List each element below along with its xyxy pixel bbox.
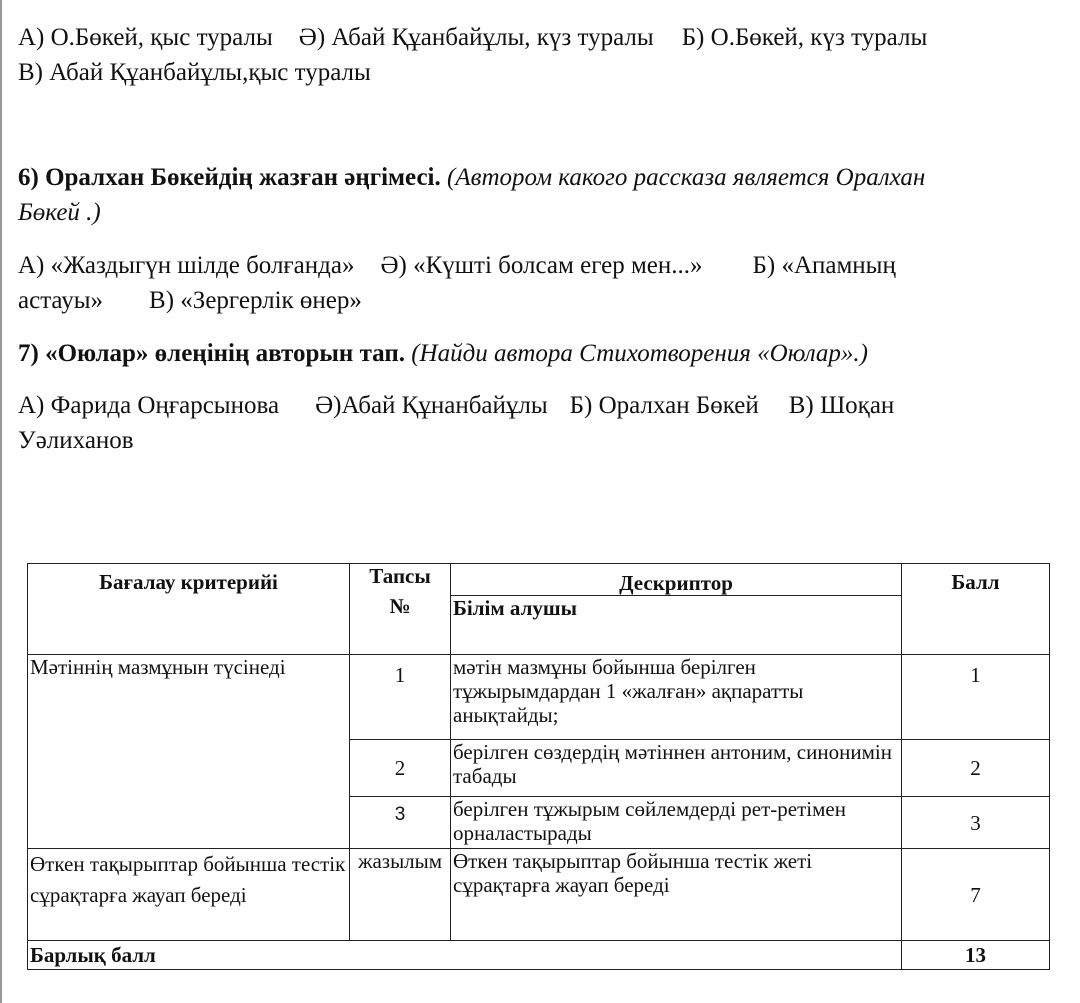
q7-option-ae: Ә)Абай Құнанбайұлы <box>315 392 548 419</box>
q7-option-v-cont: Уәлиханов <box>18 427 134 454</box>
q7-option-v: В) Шоқан <box>788 392 895 419</box>
row2-score: 2 <box>902 740 1050 797</box>
q5-options-line-2 <box>18 57 371 89</box>
q6-option-a: А) «Жаздыгүн шілде болғанда» <box>18 252 355 279</box>
header-descriptor-sub: Білім алушы <box>451 595 901 620</box>
q6-title: 6) Оралхан Бөкейдің жазған әңгімесі. <box>18 164 441 191</box>
row1-task: 1 <box>350 655 451 740</box>
total-label: Барлық балл <box>28 941 902 970</box>
row1-score: 1 <box>902 655 1050 740</box>
row4-criterion: Өткен тақырыптар бойынша тестік сұрақтарға жауап береді <box>28 849 350 941</box>
row3-descriptor: берілген тұжырым сөйлемдерді рет-ретімен орналастырады <box>451 797 902 849</box>
total-score: 13 <box>902 941 1050 970</box>
header-task <box>350 564 451 655</box>
q7-option-b: Б) Оралхан Бөкей <box>569 392 759 419</box>
q7-option-a: А) Фарида Оңғарсынова <box>18 392 280 419</box>
q6-option-ae: Ә) «Күшті болсам егер мен...» <box>380 252 703 279</box>
q6-translation: (Автором какого рассказа является Оралхан <box>447 164 926 191</box>
row2-task: 2 <box>350 740 451 797</box>
row3-score: 3 <box>902 797 1050 849</box>
q6-title-line <box>18 162 925 194</box>
q6-option-b: Б) «Апамның <box>752 252 896 279</box>
header-score: Балл <box>902 564 1050 655</box>
header-criterion: Бағалау критерийі <box>28 564 350 655</box>
page-edge-rule <box>0 0 2 1003</box>
table-header-row <box>28 564 1050 655</box>
row1-criterion: Мәтіннің мазмұнын түсінеді <box>28 655 350 849</box>
q5-option-a: А) О.Бөкей, қыс туралы <box>18 24 273 51</box>
q5-option-v: В) Абай Құанбайұлы,қыс туралы <box>18 59 371 86</box>
q5-option-b: Б) О.Бөкей, күз туралы <box>681 24 928 51</box>
row1-descriptor: мәтін мазмұны бойынша берілген тұжырымдардан 1 «жалған» ақпаратты анықтайды; <box>451 655 902 740</box>
table-total-row <box>28 941 1050 970</box>
q7-options-line-1 <box>18 390 894 422</box>
q5-option-ae: Ә) Абай Құанбайұлы, күз туралы <box>298 24 654 51</box>
header-task-line-1: Тапсы <box>369 564 431 588</box>
row2-descriptor: берілген сөздердің мәтіннен антоним, синонимін табады <box>451 740 902 797</box>
table-row <box>28 655 1050 740</box>
header-descriptor <box>451 564 902 655</box>
row3-task: 3 <box>350 797 451 849</box>
q6-option-v: В) «Зергерлік өнер» <box>149 287 362 314</box>
q6-translation-cont: Бөкей .) <box>18 199 101 226</box>
q5-options-line-1 <box>18 22 927 54</box>
q7-translation: (Найди автора Стихотворения «Оюлар».) <box>411 340 869 367</box>
row4-score: 7 <box>902 849 1050 941</box>
q7-title-line <box>18 338 868 370</box>
row4-task: жазылым <box>350 849 451 941</box>
q7-options-line-2 <box>18 425 134 457</box>
q6-option-b-cont: астауы» <box>18 287 104 314</box>
q6-options-line-1 <box>18 250 896 282</box>
header-descriptor-title: Дескриптор <box>619 571 733 595</box>
q6-options-line-2 <box>18 285 362 317</box>
assessment-table <box>27 563 1050 970</box>
q7-title: 7) «Оюлар» өлеңінің авторын тап. <box>18 340 405 367</box>
header-task-line-2: № <box>389 594 411 618</box>
row4-descriptor: Өткен тақырыптар бойынша тестік жеті сұрақтарға жауап береді <box>451 849 902 941</box>
table-row <box>28 849 1050 941</box>
